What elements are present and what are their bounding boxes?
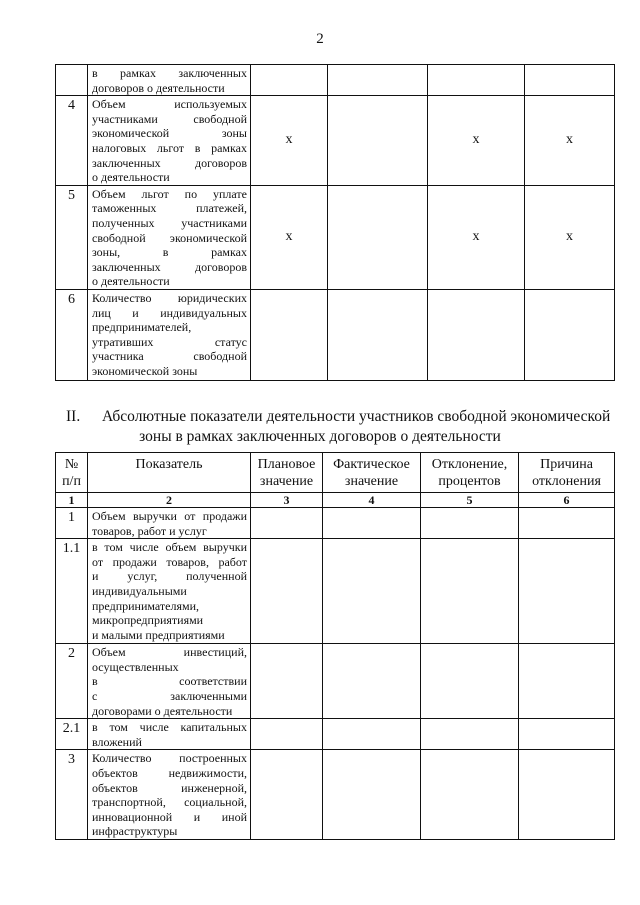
value-cell	[251, 719, 323, 750]
indicator-text-line: Объем льгот по уплате	[92, 186, 247, 201]
table-row	[56, 508, 615, 539]
value-cell	[519, 644, 615, 719]
row-number: 1.1	[56, 539, 88, 644]
value-cell: x	[251, 185, 328, 289]
indicator-text-line: свободной экономической	[92, 230, 247, 245]
value-cell	[323, 750, 421, 840]
indicator-text-line: объектов недвижимости,	[92, 765, 247, 780]
indicator-text-line: полученных участниками	[92, 215, 247, 230]
indicator-text-line: транспортной, социальной,	[92, 795, 247, 810]
value-cell	[328, 289, 428, 380]
indicator-text-line: заключенных договоров	[92, 155, 247, 170]
value-cell	[428, 289, 525, 380]
indicator-text-line: инфраструктуры	[92, 824, 178, 839]
column-header	[519, 453, 615, 493]
column-header-line: процентов	[438, 474, 501, 489]
table-row	[56, 719, 615, 750]
indicator-text-line: от продажи товаров, работ	[92, 554, 247, 569]
table-row	[56, 96, 615, 186]
table-row	[56, 289, 615, 380]
indicator-text-line: в рамках заключенных	[92, 66, 247, 80]
value-cell	[251, 750, 323, 840]
value-cell	[421, 750, 519, 840]
column-header-line: Отклонение,	[431, 457, 508, 472]
indicator-text-line: налоговых льгот в рамках	[92, 140, 247, 155]
table-row	[56, 185, 615, 289]
indicator-text-line: утративших статус	[92, 334, 247, 349]
indicator-cell	[88, 289, 251, 380]
indicator-text-line: экономической зоны	[92, 126, 247, 141]
value-cell	[421, 644, 519, 719]
row-number: 2	[56, 644, 88, 719]
section-title-line-2: зоны в рамках заключенных договоров о деятельности	[139, 428, 501, 445]
indicator-text-line: договоров о деятельности	[92, 80, 225, 95]
column-header-line: значение	[344, 474, 399, 489]
indicator-text-line: осуществленных	[92, 659, 179, 674]
row-number: 5	[56, 185, 88, 289]
indicator-text-line: Объем выручки от продажи	[92, 509, 247, 523]
table-row	[56, 65, 615, 96]
column-header-line: отклонения	[532, 474, 601, 489]
indicator-text-line: Объем используемых	[92, 97, 247, 112]
indicators-table-continued	[55, 64, 615, 381]
indicator-cell	[88, 644, 251, 719]
column-header	[323, 453, 421, 493]
indicator-text-line: зоны, в рамках	[92, 245, 247, 260]
indicator-text-line: Количество юридических	[92, 290, 247, 305]
column-header-line: Причина	[540, 457, 593, 472]
value-cell	[251, 289, 328, 380]
column-header-line: №	[64, 457, 79, 472]
indicator-text-line: договорами о деятельности	[92, 703, 233, 718]
indicator-text-line: участника свободной	[92, 349, 247, 364]
value-cell: x	[525, 185, 615, 289]
value-cell	[519, 508, 615, 539]
indicator-text-line: экономической зоны	[92, 363, 198, 378]
value-cell	[251, 65, 328, 96]
indicator-text-line: микропредприятиями	[92, 613, 204, 628]
indicator-text-line: в соответствии	[92, 674, 247, 689]
indicator-cell	[88, 65, 251, 96]
column-header-line: значение	[259, 474, 314, 489]
column-header	[56, 453, 88, 493]
indicator-text-line: лиц и индивидуальных	[92, 305, 247, 320]
indicator-text-line: и малыми предприятиями	[92, 627, 225, 642]
value-cell	[251, 539, 323, 644]
indicator-cell	[88, 185, 251, 289]
value-cell	[428, 65, 525, 96]
value-cell	[323, 719, 421, 750]
indicator-text-line: таможенных платежей,	[92, 201, 247, 216]
table-row	[56, 750, 615, 840]
indicator-text-line: о деятельности	[92, 274, 170, 289]
indicator-text-line: предпринимателями,	[92, 598, 200, 613]
column-number: 4	[323, 493, 421, 508]
column-number: 5	[421, 493, 519, 508]
indicator-text-line: предпринимателей,	[92, 320, 192, 335]
value-cell: x	[428, 96, 525, 186]
indicator-text-line: в том числе объем выручки	[92, 540, 247, 555]
indicator-text-line: объектов инженерной,	[92, 780, 247, 795]
column-number: 2	[88, 493, 251, 508]
indicator-text-line: индивидуальными	[92, 583, 187, 598]
column-header-line: Плановое	[257, 457, 316, 472]
row-number: 4	[56, 96, 88, 186]
row-number: 3	[56, 750, 88, 840]
indicator-text-line: вложений	[92, 734, 142, 749]
value-cell	[421, 539, 519, 644]
indicator-cell	[88, 750, 251, 840]
column-header-line: Фактическое	[333, 457, 410, 472]
column-header	[251, 453, 323, 493]
column-header-line: п/п	[62, 474, 81, 489]
indicator-text-line: и услуг, полученной	[92, 569, 247, 584]
value-cell	[323, 644, 421, 719]
column-header	[421, 453, 519, 493]
value-cell	[421, 719, 519, 750]
indicator-text-line: заключенных договоров	[92, 259, 247, 274]
value-cell	[251, 644, 323, 719]
indicator-cell	[88, 539, 251, 644]
row-number: 1	[56, 508, 88, 539]
page-number: 2	[316, 31, 324, 47]
row-number	[56, 65, 88, 96]
column-number: 3	[251, 493, 323, 508]
value-cell	[323, 508, 421, 539]
value-cell	[328, 96, 428, 186]
value-cell	[525, 289, 615, 380]
table-row	[56, 539, 615, 644]
section-title-line-1: Абсолютные показатели деятельности участников свободной экономической	[102, 408, 611, 425]
value-cell	[328, 185, 428, 289]
value-cell: x	[428, 185, 525, 289]
value-cell: x	[525, 96, 615, 186]
indicator-text-line: участниками свободной	[92, 111, 247, 126]
column-header	[88, 453, 251, 493]
absolute-indicators-table	[55, 452, 615, 840]
value-cell	[251, 508, 323, 539]
table-row	[56, 644, 615, 719]
indicator-text-line: Объем инвестиций,	[92, 645, 247, 660]
value-cell	[421, 508, 519, 539]
indicator-cell	[88, 96, 251, 186]
value-cell	[328, 65, 428, 96]
value-cell	[519, 539, 615, 644]
indicator-text-line: о деятельности	[92, 170, 170, 185]
indicator-text-line: инновационной и иной	[92, 809, 247, 824]
indicator-text-line: товаров, работ и услуг	[92, 523, 207, 538]
section-roman-numeral: II.	[66, 408, 81, 425]
value-cell	[525, 65, 615, 96]
column-header-line: Показатель	[135, 457, 203, 472]
indicator-cell	[88, 719, 251, 750]
indicator-cell	[88, 508, 251, 539]
column-number: 1	[56, 493, 88, 508]
value-cell: x	[251, 96, 328, 186]
value-cell	[323, 539, 421, 644]
indicator-text-line: с заключенными	[92, 688, 247, 703]
value-cell	[519, 719, 615, 750]
value-cell	[519, 750, 615, 840]
row-number: 6	[56, 289, 88, 380]
column-number: 6	[519, 493, 615, 508]
row-number: 2.1	[56, 719, 88, 750]
indicator-text-line: Количество построенных	[92, 751, 247, 766]
indicator-text-line: в том числе капитальных	[92, 720, 247, 735]
